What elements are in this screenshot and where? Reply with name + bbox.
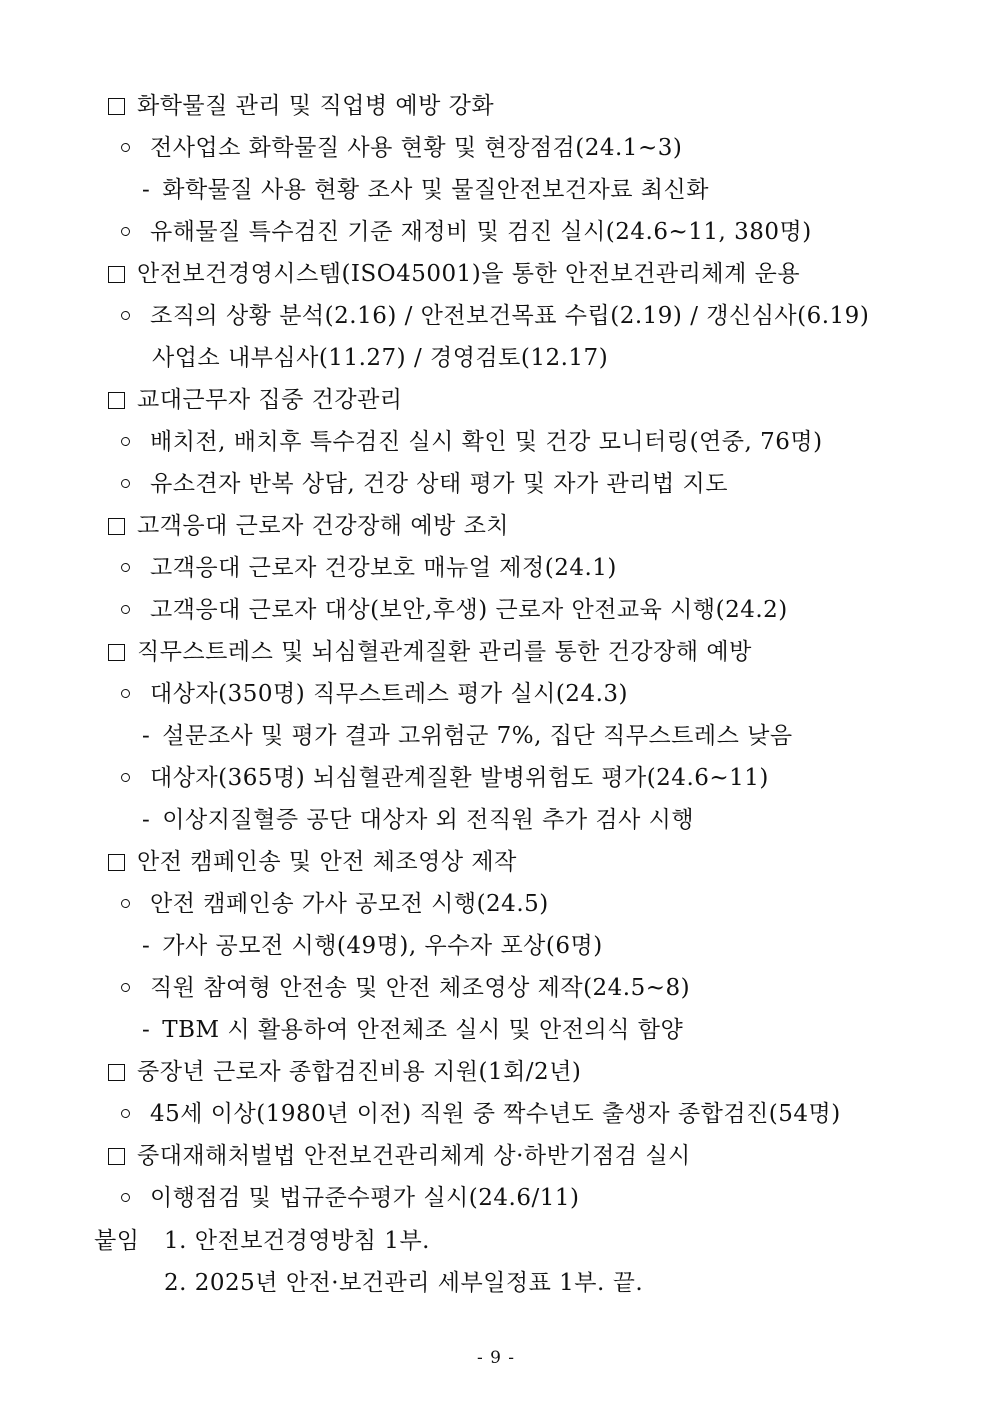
- sub-item: - 가사 공모전 시행(49명), 우수자 포상(6명): [142, 933, 603, 959]
- circle-bullet-icon: [121, 1109, 130, 1118]
- circle-bullet-icon: [121, 773, 130, 782]
- bullet-item: 배치전, 배치후 특수검진 실시 확인 및 건강 모니터링(연중, 76명): [121, 427, 823, 457]
- circle-bullet-icon: [121, 689, 130, 698]
- section-heading: 화학물질 관리 및 직업병 예방 강화: [108, 91, 494, 121]
- bullet-item: 고객응대 근로자 대상(보안,후생) 근로자 안전교육 시행(24.2): [121, 595, 788, 625]
- bullet-item: 유해물질 특수검진 기준 재정비 및 검진 실시(24.6~11, 380명): [121, 217, 812, 247]
- checkbox-square-icon: [108, 1064, 125, 1081]
- checkbox-square-icon: [108, 854, 125, 871]
- section-heading: 교대근무자 집중 건강관리: [108, 385, 403, 415]
- sub-item: - 설문조사 및 평가 결과 고위험군 7%, 집단 직무스트레스 낮음: [142, 723, 793, 749]
- section-heading: 안전보건경영시스템(ISO45001)을 통한 안전보건관리체계 운용: [108, 259, 800, 289]
- page-number: - 9 -: [476, 1348, 516, 1368]
- sub-item: - TBM 시 활용하여 안전체조 실시 및 안전의식 함양: [142, 1017, 684, 1043]
- circle-bullet-icon: [121, 605, 130, 614]
- bullet-continuation: 사업소 내부심사(11.27) / 경영검토(12.17): [152, 345, 609, 371]
- checkbox-square-icon: [108, 644, 125, 661]
- bullet-item: 안전 캠페인송 가사 공모전 시행(24.5): [121, 889, 549, 919]
- bullet-item: 유소견자 반복 상담, 건강 상태 평가 및 자가 관리법 지도: [121, 469, 728, 499]
- circle-bullet-icon: [121, 227, 130, 236]
- circle-bullet-icon: [121, 311, 130, 320]
- bullet-item: 대상자(365명) 뇌심혈관계질환 발병위험도 평가(24.6~11): [121, 763, 769, 793]
- attachment-item: 1. 안전보건경영방침 1부.: [164, 1228, 430, 1254]
- bullet-item: 대상자(350명) 직무스트레스 평가 실시(24.3): [121, 679, 628, 709]
- bullet-item: 전사업소 화학물질 사용 현황 및 현장점검(24.1~3): [121, 133, 682, 163]
- sub-item: - 화학물질 사용 현황 조사 및 물질안전보건자료 최신화: [142, 177, 709, 203]
- circle-bullet-icon: [121, 479, 130, 488]
- attachment-item: 2. 2025년 안전·보건관리 세부일정표 1부. 끝.: [164, 1270, 644, 1296]
- bullet-item: 고객응대 근로자 건강보호 매뉴얼 제정(24.1): [121, 553, 617, 583]
- checkbox-square-icon: [108, 266, 125, 283]
- bullet-item: 이행점검 및 법규준수평가 실시(24.6/11): [121, 1183, 579, 1213]
- circle-bullet-icon: [121, 1193, 130, 1202]
- attachments-label: 붙임: [94, 1228, 140, 1254]
- bullet-item: 45세 이상(1980년 이전) 직원 중 짝수년도 출생자 종합검진(54명): [121, 1099, 841, 1129]
- checkbox-square-icon: [108, 392, 125, 409]
- section-heading: 고객응대 근로자 건강장해 예방 조치: [108, 511, 509, 541]
- circle-bullet-icon: [121, 563, 130, 572]
- bullet-item: 조직의 상황 분석(2.16) / 안전보건목표 수립(2.19) / 갱신심사(6.19): [121, 301, 869, 331]
- circle-bullet-icon: [121, 899, 130, 908]
- section-heading: 중대재해처벌법 안전보건관리체계 상·하반기점검 실시: [108, 1141, 691, 1171]
- section-heading: 중장년 근로자 종합검진비용 지원(1회/2년): [108, 1057, 581, 1087]
- checkbox-square-icon: [108, 518, 125, 535]
- circle-bullet-icon: [121, 437, 130, 446]
- checkbox-square-icon: [108, 98, 125, 115]
- checkbox-square-icon: [108, 1148, 125, 1165]
- circle-bullet-icon: [121, 983, 130, 992]
- bullet-item: 직원 참여형 안전송 및 안전 체조영상 제작(24.5~8): [121, 973, 690, 1003]
- section-heading: 안전 캠페인송 및 안전 체조영상 제작: [108, 847, 517, 877]
- sub-item: - 이상지질혈증 공단 대상자 외 전직원 추가 검사 시행: [142, 807, 695, 833]
- circle-bullet-icon: [121, 143, 130, 152]
- section-heading: 직무스트레스 및 뇌심혈관계질환 관리를 통한 건강장해 예방: [108, 637, 752, 667]
